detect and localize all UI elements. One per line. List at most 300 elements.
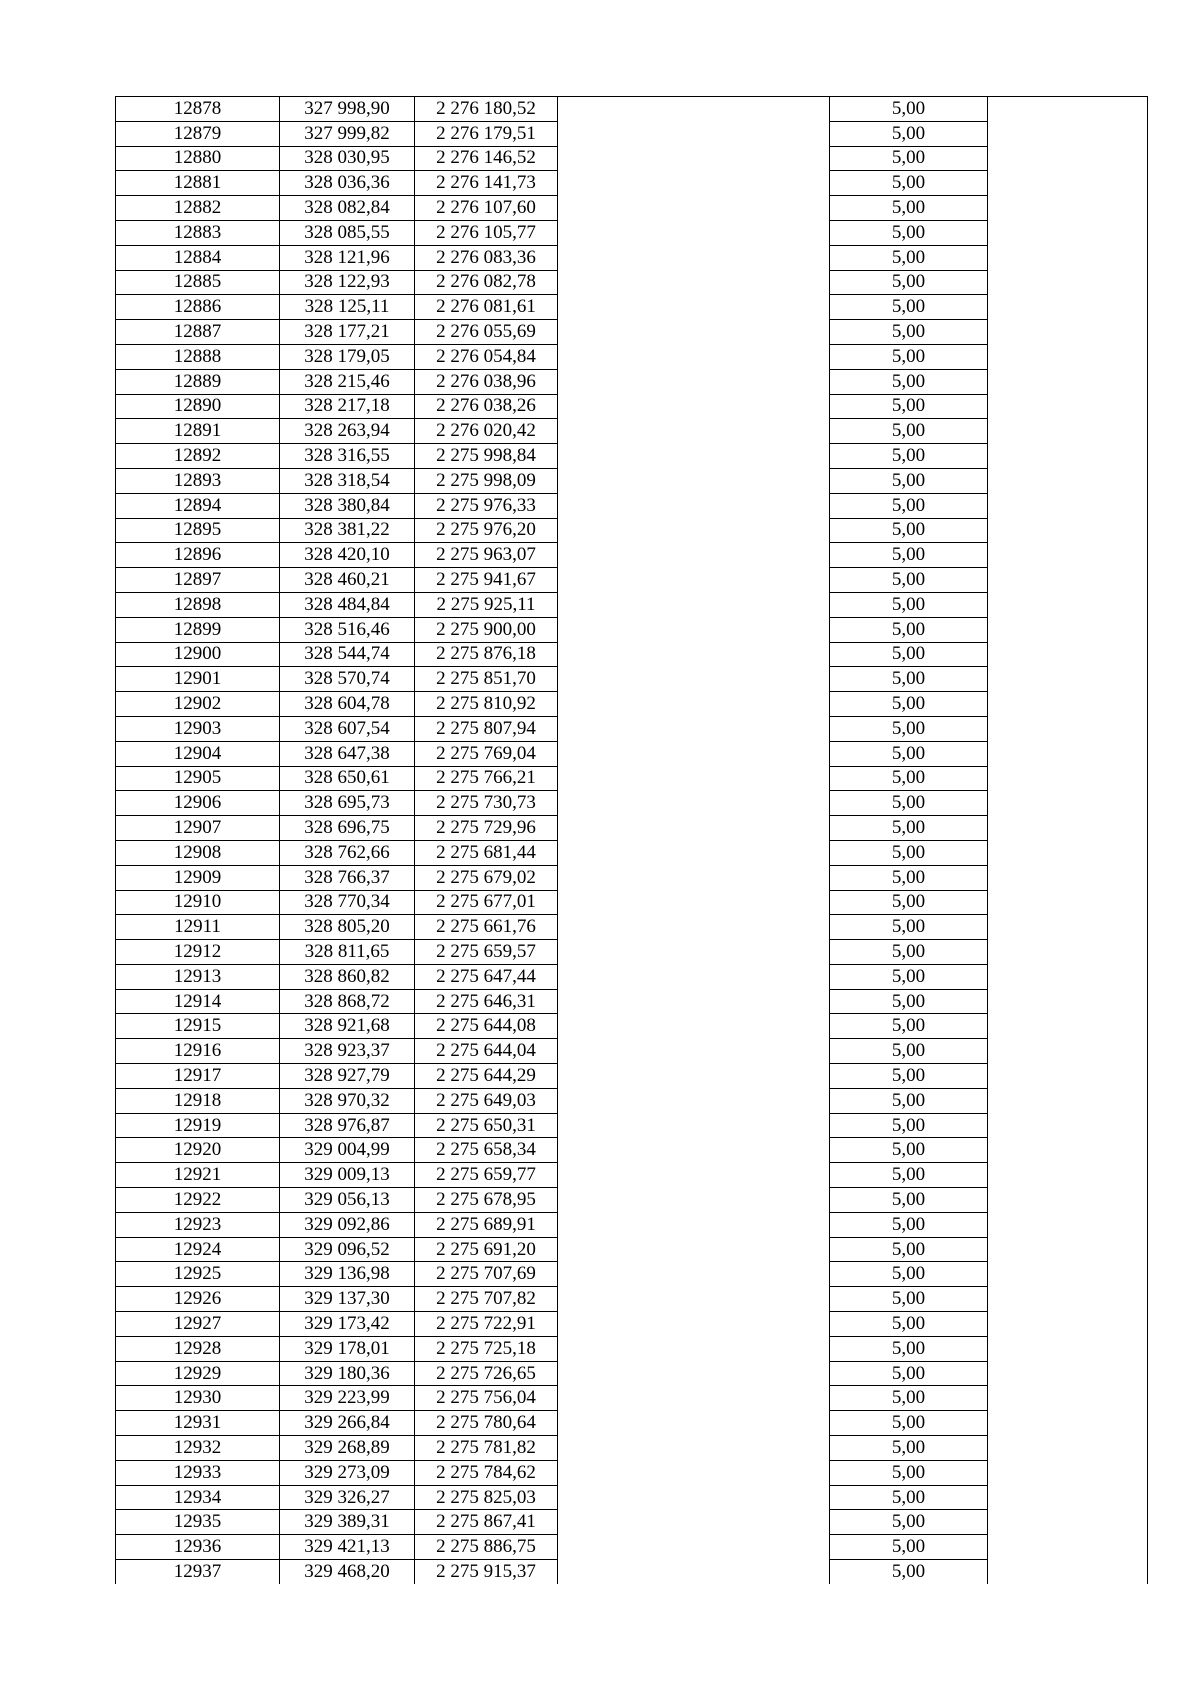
x-coordinate-cell: 327 998,90 <box>280 97 415 122</box>
point-number-cell: 12880 <box>116 146 280 171</box>
empty-cell <box>988 444 1148 469</box>
empty-cell <box>558 1560 830 1584</box>
value-cell: 5,00 <box>830 1411 988 1436</box>
empty-cell <box>558 1088 830 1113</box>
y-coordinate-cell: 2 276 179,51 <box>415 121 558 146</box>
y-coordinate-cell: 2 275 941,67 <box>415 568 558 593</box>
empty-cell <box>988 320 1148 345</box>
x-coordinate-cell: 328 380,84 <box>280 493 415 518</box>
table-row <box>116 1510 1148 1535</box>
value-cell: 5,00 <box>830 220 988 245</box>
value-cell: 5,00 <box>830 270 988 295</box>
table-row <box>116 915 1148 940</box>
empty-cell <box>988 1287 1148 1312</box>
x-coordinate-cell: 328 215,46 <box>280 369 415 394</box>
empty-cell <box>558 444 830 469</box>
point-number-cell: 12922 <box>116 1188 280 1213</box>
point-number-cell: 12884 <box>116 245 280 270</box>
y-coordinate-cell: 2 275 900,00 <box>415 617 558 642</box>
empty-cell <box>988 518 1148 543</box>
y-coordinate-cell: 2 275 647,44 <box>415 964 558 989</box>
x-coordinate-cell: 328 484,84 <box>280 592 415 617</box>
empty-cell <box>558 344 830 369</box>
value-cell: 5,00 <box>830 1336 988 1361</box>
y-coordinate-cell: 2 275 825,03 <box>415 1485 558 1510</box>
y-coordinate-cell: 2 275 867,41 <box>415 1510 558 1535</box>
value-cell: 5,00 <box>830 890 988 915</box>
x-coordinate-cell: 328 122,93 <box>280 270 415 295</box>
empty-cell <box>558 1436 830 1461</box>
x-coordinate-cell: 328 217,18 <box>280 394 415 419</box>
empty-cell <box>988 220 1148 245</box>
empty-cell <box>558 369 830 394</box>
y-coordinate-cell: 2 275 644,04 <box>415 1039 558 1064</box>
point-number-cell: 12901 <box>116 667 280 692</box>
table-row <box>116 940 1148 965</box>
empty-cell <box>988 766 1148 791</box>
y-coordinate-cell: 2 275 691,20 <box>415 1237 558 1262</box>
y-coordinate-cell: 2 275 722,91 <box>415 1312 558 1337</box>
empty-cell <box>988 642 1148 667</box>
x-coordinate-cell: 328 381,22 <box>280 518 415 543</box>
value-cell: 5,00 <box>830 493 988 518</box>
value-cell: 5,00 <box>830 245 988 270</box>
value-cell: 5,00 <box>830 940 988 965</box>
empty-cell <box>558 1510 830 1535</box>
x-coordinate-cell: 329 180,36 <box>280 1361 415 1386</box>
value-cell: 5,00 <box>830 1262 988 1287</box>
point-number-cell: 12923 <box>116 1212 280 1237</box>
empty-cell <box>988 1014 1148 1039</box>
empty-cell <box>558 1188 830 1213</box>
table-row <box>116 642 1148 667</box>
table-row <box>116 692 1148 717</box>
empty-cell <box>558 890 830 915</box>
table-row <box>116 716 1148 741</box>
table-row <box>116 1237 1148 1262</box>
point-number-cell: 12882 <box>116 196 280 221</box>
x-coordinate-cell: 328 607,54 <box>280 716 415 741</box>
value-cell: 5,00 <box>830 1113 988 1138</box>
point-number-cell: 12928 <box>116 1336 280 1361</box>
table-row <box>116 1336 1148 1361</box>
table-row <box>116 1361 1148 1386</box>
point-number-cell: 12909 <box>116 865 280 890</box>
point-number-cell: 12895 <box>116 518 280 543</box>
x-coordinate-cell: 329 389,31 <box>280 1510 415 1535</box>
x-coordinate-cell: 328 121,96 <box>280 245 415 270</box>
point-number-cell: 12889 <box>116 369 280 394</box>
point-number-cell: 12935 <box>116 1510 280 1535</box>
y-coordinate-cell: 2 276 180,52 <box>415 97 558 122</box>
x-coordinate-cell: 328 177,21 <box>280 320 415 345</box>
point-number-cell: 12919 <box>116 1113 280 1138</box>
empty-cell <box>988 1485 1148 1510</box>
table-row <box>116 1113 1148 1138</box>
empty-cell <box>558 840 830 865</box>
empty-cell <box>988 1411 1148 1436</box>
point-number-cell: 12881 <box>116 171 280 196</box>
empty-cell <box>988 1460 1148 1485</box>
y-coordinate-cell: 2 275 725,18 <box>415 1336 558 1361</box>
empty-cell <box>988 245 1148 270</box>
y-coordinate-cell: 2 275 707,69 <box>415 1262 558 1287</box>
empty-cell <box>558 468 830 493</box>
point-number-cell: 12913 <box>116 964 280 989</box>
x-coordinate-cell: 328 316,55 <box>280 444 415 469</box>
empty-cell <box>558 1014 830 1039</box>
empty-cell <box>558 964 830 989</box>
empty-cell <box>988 369 1148 394</box>
empty-cell <box>558 1287 830 1312</box>
x-coordinate-cell: 329 004,99 <box>280 1138 415 1163</box>
table-row <box>116 1014 1148 1039</box>
value-cell: 5,00 <box>830 1460 988 1485</box>
empty-cell <box>558 1237 830 1262</box>
point-number-cell: 12936 <box>116 1535 280 1560</box>
empty-cell <box>558 1212 830 1237</box>
y-coordinate-cell: 2 276 082,78 <box>415 270 558 295</box>
empty-cell <box>988 716 1148 741</box>
y-coordinate-cell: 2 276 038,96 <box>415 369 558 394</box>
x-coordinate-cell: 329 421,13 <box>280 1535 415 1560</box>
x-coordinate-cell: 328 762,66 <box>280 840 415 865</box>
x-coordinate-cell: 329 009,13 <box>280 1163 415 1188</box>
point-number-cell: 12904 <box>116 741 280 766</box>
y-coordinate-cell: 2 276 081,61 <box>415 295 558 320</box>
y-coordinate-cell: 2 275 678,95 <box>415 1188 558 1213</box>
table-row <box>116 1485 1148 1510</box>
value-cell: 5,00 <box>830 1510 988 1535</box>
table-row <box>116 741 1148 766</box>
table-row <box>116 369 1148 394</box>
y-coordinate-cell: 2 276 038,26 <box>415 394 558 419</box>
table-row <box>116 1287 1148 1312</box>
empty-cell <box>558 270 830 295</box>
table-row <box>116 295 1148 320</box>
empty-cell <box>558 1312 830 1337</box>
empty-cell <box>988 1064 1148 1089</box>
y-coordinate-cell: 2 276 054,84 <box>415 344 558 369</box>
y-coordinate-cell: 2 275 649,03 <box>415 1088 558 1113</box>
value-cell: 5,00 <box>830 1361 988 1386</box>
value-cell: 5,00 <box>830 344 988 369</box>
value-cell: 5,00 <box>830 865 988 890</box>
table-row <box>116 220 1148 245</box>
value-cell: 5,00 <box>830 1535 988 1560</box>
point-number-cell: 12908 <box>116 840 280 865</box>
table-row <box>116 121 1148 146</box>
x-coordinate-cell: 328 544,74 <box>280 642 415 667</box>
point-number-cell: 12890 <box>116 394 280 419</box>
y-coordinate-cell: 2 275 644,29 <box>415 1064 558 1089</box>
value-cell: 5,00 <box>830 444 988 469</box>
empty-cell <box>558 97 830 122</box>
y-coordinate-cell: 2 276 055,69 <box>415 320 558 345</box>
empty-cell <box>558 940 830 965</box>
point-number-cell: 12903 <box>116 716 280 741</box>
empty-cell <box>558 171 830 196</box>
empty-cell <box>558 617 830 642</box>
empty-cell <box>988 667 1148 692</box>
empty-cell <box>988 592 1148 617</box>
value-cell: 5,00 <box>830 716 988 741</box>
empty-cell <box>558 1460 830 1485</box>
empty-cell <box>988 1262 1148 1287</box>
x-coordinate-cell: 328 921,68 <box>280 1014 415 1039</box>
x-coordinate-cell: 328 179,05 <box>280 344 415 369</box>
empty-cell <box>558 1262 830 1287</box>
empty-cell <box>558 741 830 766</box>
empty-cell <box>558 295 830 320</box>
empty-cell <box>558 121 830 146</box>
y-coordinate-cell: 2 275 726,65 <box>415 1361 558 1386</box>
point-number-cell: 12896 <box>116 543 280 568</box>
point-number-cell: 12912 <box>116 940 280 965</box>
x-coordinate-cell: 328 805,20 <box>280 915 415 940</box>
empty-cell <box>558 245 830 270</box>
empty-cell <box>558 1411 830 1436</box>
empty-cell <box>558 1361 830 1386</box>
value-cell: 5,00 <box>830 642 988 667</box>
x-coordinate-cell: 329 268,89 <box>280 1436 415 1461</box>
empty-cell <box>988 270 1148 295</box>
table-row <box>116 1535 1148 1560</box>
x-coordinate-cell: 329 056,13 <box>280 1188 415 1213</box>
x-coordinate-cell: 328 860,82 <box>280 964 415 989</box>
value-cell: 5,00 <box>830 692 988 717</box>
y-coordinate-cell: 2 275 784,62 <box>415 1460 558 1485</box>
empty-cell <box>988 1138 1148 1163</box>
point-number-cell: 12885 <box>116 270 280 295</box>
value-cell: 5,00 <box>830 369 988 394</box>
value-cell: 5,00 <box>830 1088 988 1113</box>
table-row <box>116 1039 1148 1064</box>
empty-cell <box>988 419 1148 444</box>
empty-cell <box>988 97 1148 122</box>
point-number-cell: 12898 <box>116 592 280 617</box>
value-cell: 5,00 <box>830 1560 988 1584</box>
point-number-cell: 12891 <box>116 419 280 444</box>
empty-cell <box>988 1336 1148 1361</box>
x-coordinate-cell: 328 570,74 <box>280 667 415 692</box>
empty-cell <box>558 1336 830 1361</box>
y-coordinate-cell: 2 275 976,20 <box>415 518 558 543</box>
y-coordinate-cell: 2 275 661,76 <box>415 915 558 940</box>
empty-cell <box>558 518 830 543</box>
empty-cell <box>988 1113 1148 1138</box>
point-number-cell: 12902 <box>116 692 280 717</box>
empty-cell <box>558 220 830 245</box>
table-row <box>116 1436 1148 1461</box>
empty-cell <box>988 890 1148 915</box>
point-number-cell: 12883 <box>116 220 280 245</box>
value-cell: 5,00 <box>830 121 988 146</box>
y-coordinate-cell: 2 275 650,31 <box>415 1113 558 1138</box>
value-cell: 5,00 <box>830 1312 988 1337</box>
x-coordinate-cell: 329 092,86 <box>280 1212 415 1237</box>
empty-cell <box>988 171 1148 196</box>
y-coordinate-cell: 2 275 679,02 <box>415 865 558 890</box>
x-coordinate-cell: 329 178,01 <box>280 1336 415 1361</box>
empty-cell <box>558 989 830 1014</box>
coordinates-table-body <box>116 97 1148 1584</box>
point-number-cell: 12887 <box>116 320 280 345</box>
table-row <box>116 270 1148 295</box>
empty-cell <box>988 543 1148 568</box>
table-row <box>116 468 1148 493</box>
empty-cell <box>988 816 1148 841</box>
table-row <box>116 1138 1148 1163</box>
empty-cell <box>988 1212 1148 1237</box>
point-number-cell: 12924 <box>116 1237 280 1262</box>
value-cell: 5,00 <box>830 468 988 493</box>
value-cell: 5,00 <box>830 1287 988 1312</box>
value-cell: 5,00 <box>830 816 988 841</box>
table-row <box>116 97 1148 122</box>
table-row <box>116 1163 1148 1188</box>
empty-cell <box>988 1386 1148 1411</box>
value-cell: 5,00 <box>830 1039 988 1064</box>
value-cell: 5,00 <box>830 394 988 419</box>
y-coordinate-cell: 2 275 659,77 <box>415 1163 558 1188</box>
empty-cell <box>988 617 1148 642</box>
point-number-cell: 12899 <box>116 617 280 642</box>
empty-cell <box>988 964 1148 989</box>
x-coordinate-cell: 328 030,95 <box>280 146 415 171</box>
empty-cell <box>988 915 1148 940</box>
x-coordinate-cell: 328 082,84 <box>280 196 415 221</box>
x-coordinate-cell: 328 604,78 <box>280 692 415 717</box>
empty-cell <box>558 419 830 444</box>
empty-cell <box>558 1138 830 1163</box>
empty-cell <box>988 692 1148 717</box>
y-coordinate-cell: 2 275 807,94 <box>415 716 558 741</box>
empty-cell <box>558 915 830 940</box>
empty-cell <box>558 1386 830 1411</box>
x-coordinate-cell: 328 647,38 <box>280 741 415 766</box>
point-number-cell: 12932 <box>116 1436 280 1461</box>
y-coordinate-cell: 2 275 876,18 <box>415 642 558 667</box>
y-coordinate-cell: 2 276 107,60 <box>415 196 558 221</box>
point-number-cell: 12906 <box>116 791 280 816</box>
x-coordinate-cell: 328 696,75 <box>280 816 415 841</box>
y-coordinate-cell: 2 275 886,75 <box>415 1535 558 1560</box>
x-coordinate-cell: 328 770,34 <box>280 890 415 915</box>
point-number-cell: 12920 <box>116 1138 280 1163</box>
x-coordinate-cell: 328 650,61 <box>280 766 415 791</box>
value-cell: 5,00 <box>830 295 988 320</box>
table-row <box>116 1188 1148 1213</box>
table-row <box>116 245 1148 270</box>
value-cell: 5,00 <box>830 617 988 642</box>
value-cell: 5,00 <box>830 741 988 766</box>
value-cell: 5,00 <box>830 568 988 593</box>
table-row <box>116 1560 1148 1584</box>
table-row <box>116 394 1148 419</box>
x-coordinate-cell: 328 811,65 <box>280 940 415 965</box>
table-row <box>116 667 1148 692</box>
point-number-cell: 12907 <box>116 816 280 841</box>
point-number-cell: 12894 <box>116 493 280 518</box>
empty-cell <box>988 1237 1148 1262</box>
point-number-cell: 12897 <box>116 568 280 593</box>
empty-cell <box>558 1535 830 1560</box>
x-coordinate-cell: 329 326,27 <box>280 1485 415 1510</box>
value-cell: 5,00 <box>830 667 988 692</box>
value-cell: 5,00 <box>830 146 988 171</box>
x-coordinate-cell: 328 766,37 <box>280 865 415 890</box>
table-row <box>116 1262 1148 1287</box>
value-cell: 5,00 <box>830 1237 988 1262</box>
x-coordinate-cell: 328 460,21 <box>280 568 415 593</box>
y-coordinate-cell: 2 275 659,57 <box>415 940 558 965</box>
x-coordinate-cell: 328 420,10 <box>280 543 415 568</box>
value-cell: 5,00 <box>830 1386 988 1411</box>
table-row <box>116 1212 1148 1237</box>
empty-cell <box>558 791 830 816</box>
value-cell: 5,00 <box>830 915 988 940</box>
point-number-cell: 12893 <box>116 468 280 493</box>
empty-cell <box>558 716 830 741</box>
empty-cell <box>558 394 830 419</box>
y-coordinate-cell: 2 275 925,11 <box>415 592 558 617</box>
empty-cell <box>988 1535 1148 1560</box>
point-number-cell: 12921 <box>116 1163 280 1188</box>
point-number-cell: 12905 <box>116 766 280 791</box>
table-row <box>116 146 1148 171</box>
table-row <box>116 419 1148 444</box>
value-cell: 5,00 <box>830 419 988 444</box>
x-coordinate-cell: 328 695,73 <box>280 791 415 816</box>
x-coordinate-cell: 329 136,98 <box>280 1262 415 1287</box>
table-row <box>116 1386 1148 1411</box>
coordinates-table <box>115 96 1148 1584</box>
value-cell: 5,00 <box>830 1014 988 1039</box>
table-row <box>116 890 1148 915</box>
point-number-cell: 12925 <box>116 1262 280 1287</box>
point-number-cell: 12892 <box>116 444 280 469</box>
x-coordinate-cell: 329 273,09 <box>280 1460 415 1485</box>
table-row <box>116 766 1148 791</box>
table-row <box>116 989 1148 1014</box>
x-coordinate-cell: 328 125,11 <box>280 295 415 320</box>
empty-cell <box>558 146 830 171</box>
y-coordinate-cell: 2 276 020,42 <box>415 419 558 444</box>
y-coordinate-cell: 2 276 146,52 <box>415 146 558 171</box>
x-coordinate-cell: 328 976,87 <box>280 1113 415 1138</box>
x-coordinate-cell: 328 085,55 <box>280 220 415 245</box>
table-row <box>116 791 1148 816</box>
table-row <box>116 444 1148 469</box>
value-cell: 5,00 <box>830 171 988 196</box>
y-coordinate-cell: 2 275 644,08 <box>415 1014 558 1039</box>
table-row <box>116 344 1148 369</box>
value-cell: 5,00 <box>830 840 988 865</box>
y-coordinate-cell: 2 275 729,96 <box>415 816 558 841</box>
table-row <box>116 320 1148 345</box>
empty-cell <box>558 196 830 221</box>
table-row <box>116 568 1148 593</box>
value-cell: 5,00 <box>830 766 988 791</box>
value-cell: 5,00 <box>830 1436 988 1461</box>
empty-cell <box>558 320 830 345</box>
table-row <box>116 1411 1148 1436</box>
value-cell: 5,00 <box>830 543 988 568</box>
table-row <box>116 840 1148 865</box>
value-cell: 5,00 <box>830 964 988 989</box>
value-cell: 5,00 <box>830 320 988 345</box>
